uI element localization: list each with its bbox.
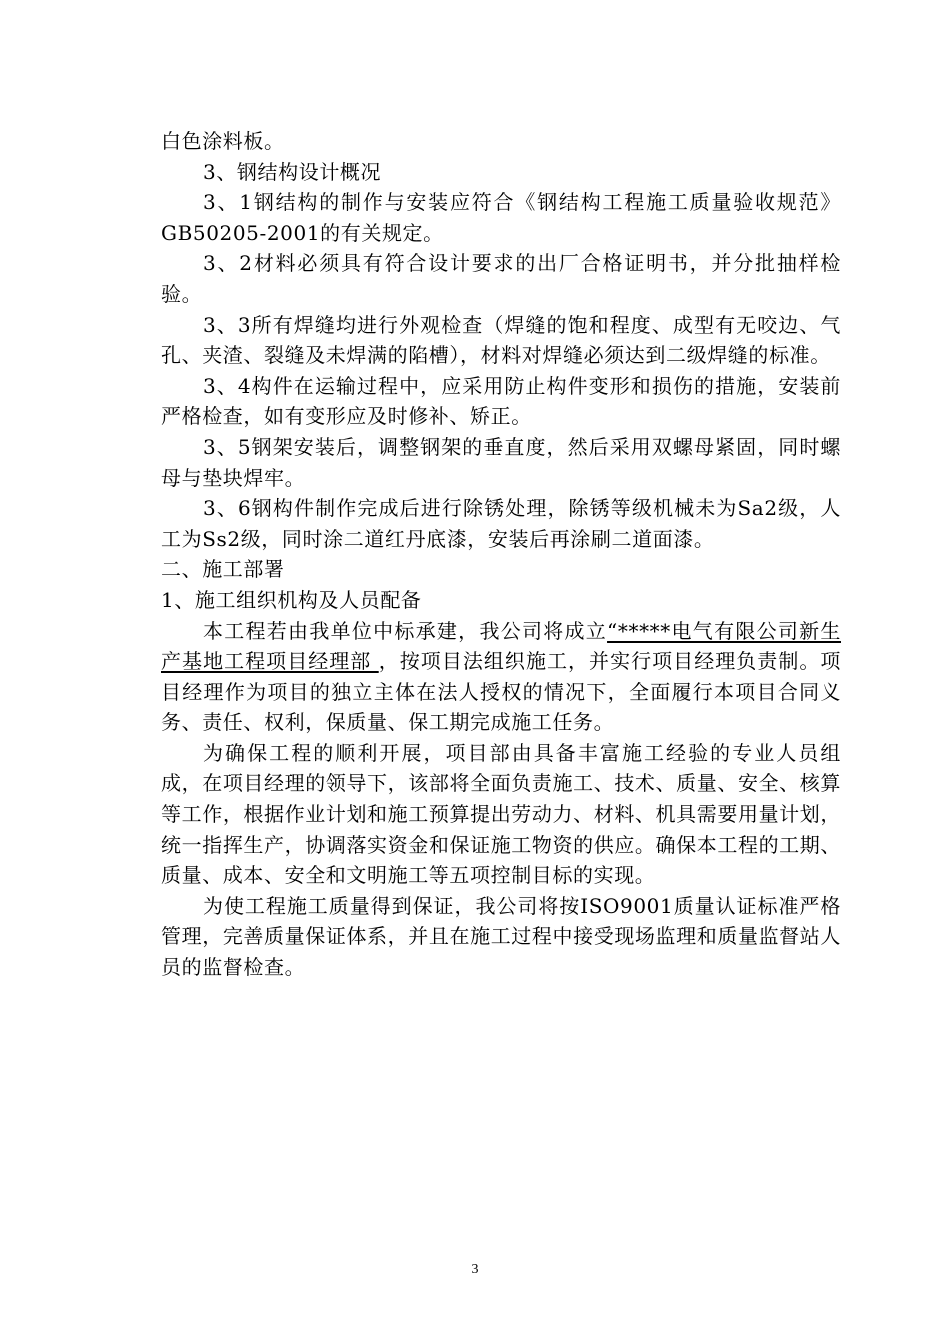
org-text-before: 本工程若由我单位中标承建，我公司将成立 [203, 618, 608, 643]
project-department-name: “*****电气有限公司新生产基地工程项目经理部 [161, 618, 841, 674]
org-text-after: ，按项目法组织施工，并实行项目经理负责制。项目经理作为项目的独立主体在法人授权的情况下，全面履行本项目合同义务、责任、权利，保质量、保工期完成施工任务。 [161, 649, 841, 735]
section-heading-deployment: 二、施工部署 [161, 557, 285, 582]
page-number: 3 [471, 1262, 479, 1277]
subsection-heading-organization: 1、施工组织机构及人员配备 [161, 587, 422, 612]
paragraph-quality-assurance: 为使工程施工质量得到保证，我公司将按ISO9001质量认证标准严格管理，完善质量保证体系，并且在施工过程中接受现场监理和质量监督站人员的监督检查。 [161, 893, 841, 980]
paragraph-project-team: 为确保工程的顺利开展，项目部由具备丰富施工经验的专业人员组成，在项目经理的领导下，该部将全面负责施工、技术、质量、安全、核算等工作，根据作业计划和施工预算提出劳动力、材料、机具需要用量计划，统一指挥生产，协调落实资金和保证施工物资的供应。确保本工程的工期、质量、成本、安全和文明施工等五项控制目标的实现。 [161, 740, 841, 888]
paragraph-3-4: 3、4构件在运输过程中，应采用防止构件变形和损伤的措施，安装前严格检查，如有变形应及时修补、矫正。 [161, 373, 841, 429]
paragraph-3-2: 3、2材料必须具有符合设计要求的出厂合格证明书，并分批抽样检验。 [161, 251, 841, 306]
paragraph-organization [161, 616, 841, 738]
document-body [161, 126, 841, 983]
paragraph-3-3: 3、3所有焊缝均进行外观检查（焊缝的饱和程度、成型有无咬边、气孔、夹渣、裂缝及未焊满的陷槽），材料对焊缝必须达到二级焊缝的标准。 [161, 312, 841, 368]
paragraph-3-6: 3、6钢构件制作完成后进行除锈处理，除锈等级机械未为Sa2级，人工为Ss2级，同时涂二道红丹底漆，安装后再涂刷二道面漆。 [161, 496, 841, 551]
section-title-steel-structure: 3、钢结构设计概况 [203, 159, 382, 184]
paragraph-3-5: 3、5钢架安装后，调整钢架的垂直度，然后采用双螺母紧固，同时螺母与垫块焊牢。 [161, 434, 841, 490]
paragraph-continuation: 白色涂料板。 [161, 129, 285, 153]
paragraph-3-1: 3、1钢结构的制作与安装应符合《钢结构工程施工质量验收规范》GB50205-2001的有关规定。 [161, 190, 841, 245]
